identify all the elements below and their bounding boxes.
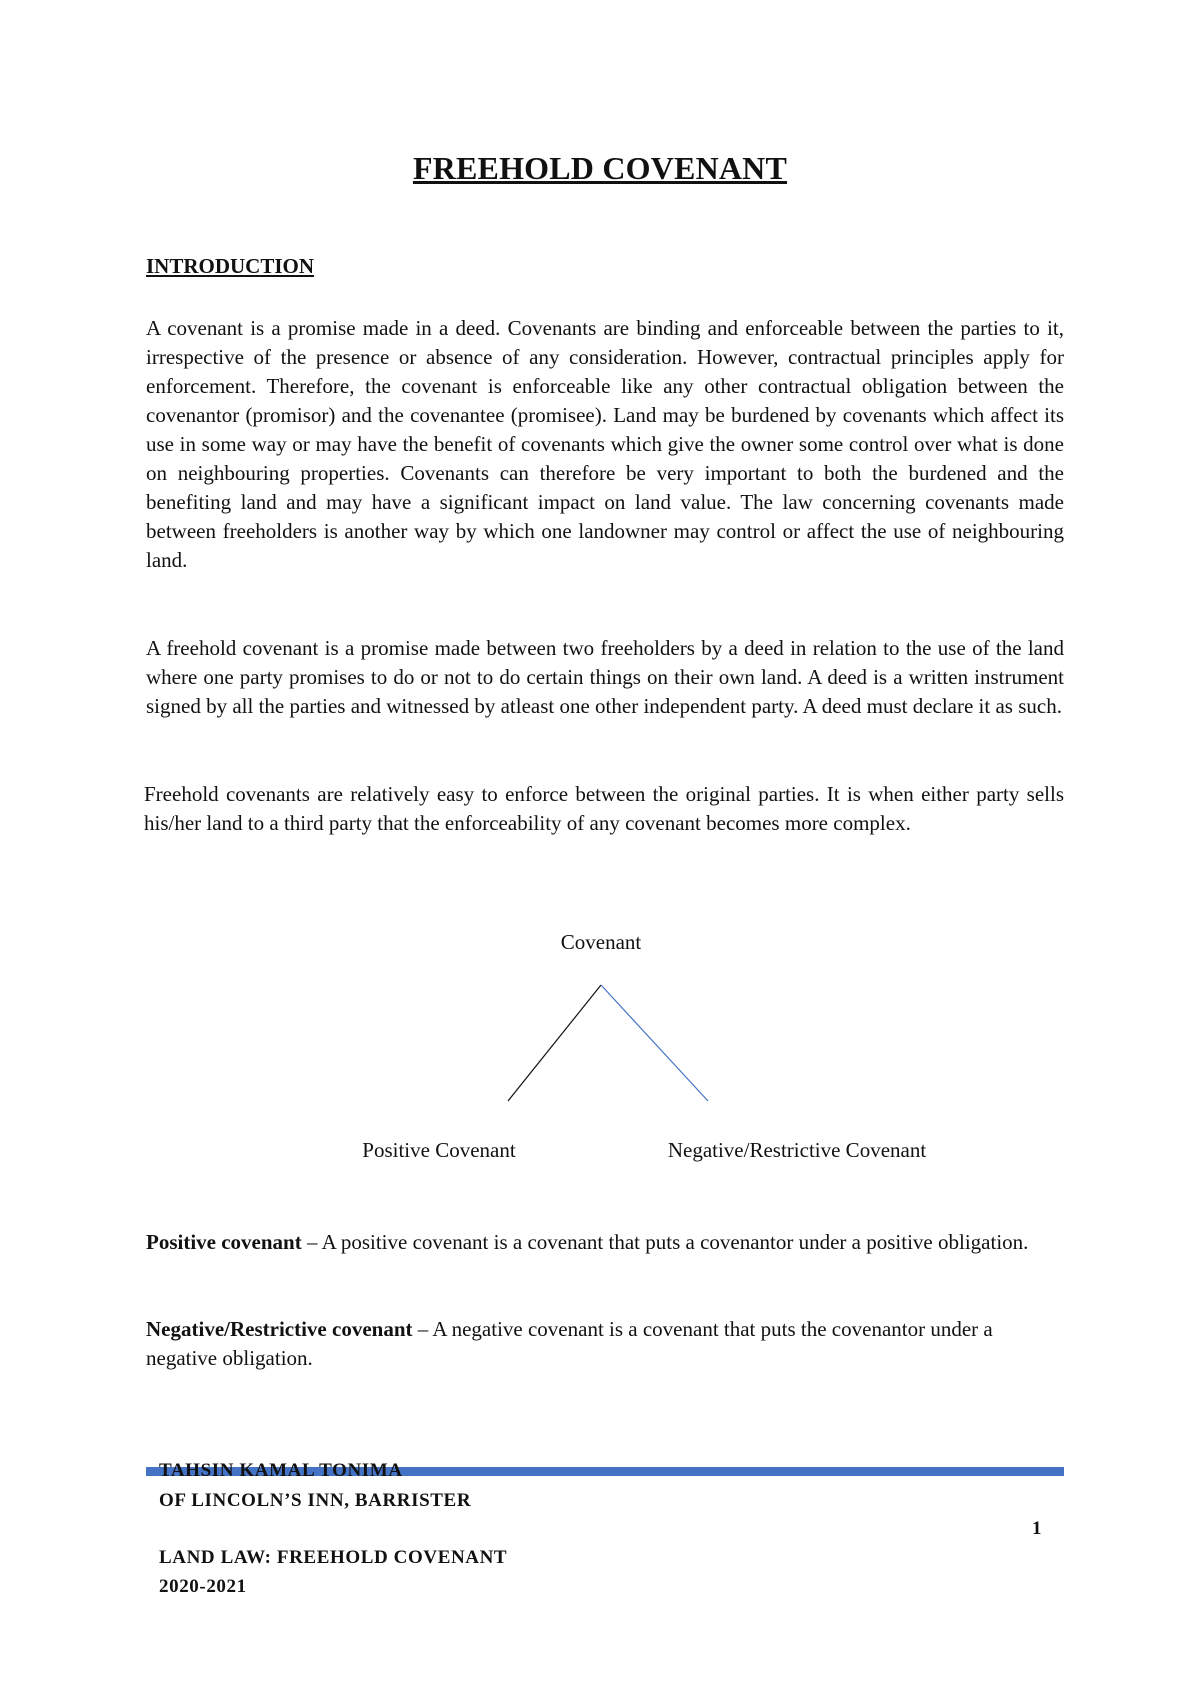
footer-year: 2020-2021 — [159, 1576, 247, 1597]
definition-separator: – — [412, 1317, 433, 1341]
definition-term: Negative/Restrictive covenant — [146, 1317, 413, 1341]
footer-inn: OF LINCOLN’S INN, BARRISTER — [159, 1490, 472, 1511]
definition-separator: – — [301, 1230, 322, 1254]
document-title: FREEHOLD COVENANT — [412, 150, 788, 186]
paragraph-covenant-definition: A covenant is a promise made in a deed. Covenants are binding and enforceable between the parties to it, irrespective of the presence or absence of any consideration. However, contractual principles apply for enforcement. Therefore, the covenant is enforceable like any other contractual obligation between the covenantor (promisor) and the covenantee (promisee). Land may be burdened by covenants which affect its use in some way or may have the benefit of covenants which give the owner some control over what is done on neighbouring properties. Covenants can therefore be very important to both the burdened and the benefiting land and may have a significant impact on land value. The law concerning covenants made between freeholders is another way by which one landowner may control or affect the use of neighbouring land. — [146, 316, 1064, 572]
paragraph-enforceability: Freehold covenants are relatively easy to enforce between the original parties. It is when either party sells his/her land to a third party that the enforceability of any covenant becomes more complex. — [144, 782, 1064, 835]
diagram-left-branch-line — [508, 985, 601, 1101]
paragraph-freehold-covenant: A freehold covenant is a promise made between two freeholders by a deed in relation to the use of the land where one party promises to do or not to do certain things on their own land. A deed is a written instrument signed by all the parties and witnessed by atleast one other independent party. A deed must declare it as such. — [146, 636, 1064, 718]
definition-positive-covenant — [146, 1228, 1064, 1257]
diagram-right-branch-line — [601, 985, 708, 1101]
page-number: 1 — [1032, 1518, 1042, 1539]
definition-negative-covenant — [146, 1315, 1064, 1373]
definition-text: A negative covenant is a covenant that puts the covenantor under a negative obligation. — [146, 1317, 993, 1370]
definition-term: Positive covenant — [146, 1230, 302, 1254]
footer-course: LAND LAW: FREEHOLD COVENANT — [159, 1547, 508, 1568]
section-heading-introduction: INTRODUCTION — [146, 254, 315, 278]
diagram-right-child-label: Negative/Restrictive Covenant — [667, 1138, 927, 1162]
covenant-tree-diagram — [0, 920, 1200, 1170]
definition-text: A positive covenant is a covenant that puts a covenantor under a positive obligation. — [321, 1230, 1029, 1254]
diagram-left-child-label: Positive Covenant — [362, 1138, 516, 1162]
diagram-root-label: Covenant — [560, 930, 642, 954]
footer-author: TAHSIN KAMAL TONIMA — [159, 1460, 403, 1481]
